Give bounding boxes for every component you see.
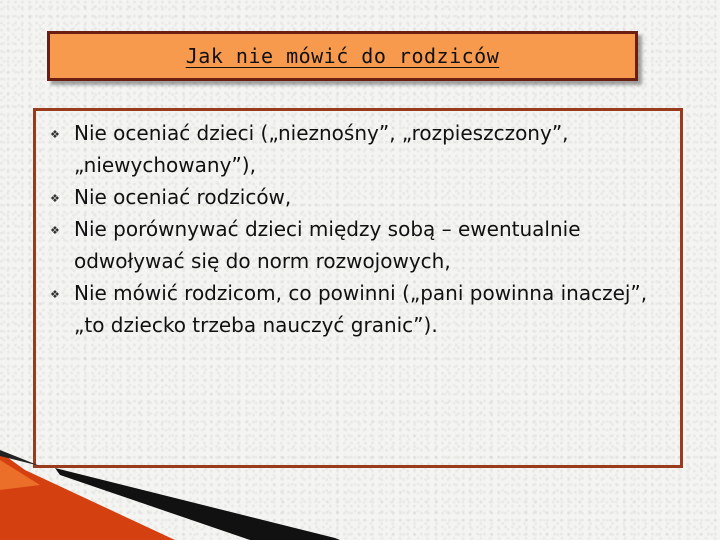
title-box	[47, 31, 638, 81]
bullet-item	[48, 277, 668, 341]
bullet-icon: ❖	[50, 288, 60, 301]
bullet-icon: ❖	[50, 224, 60, 237]
bullet-item	[48, 213, 668, 277]
bullet-text: Nie oceniać rodziców,	[74, 185, 292, 209]
bullet-item	[48, 117, 668, 181]
bullet-list	[48, 117, 668, 341]
bullet-item	[48, 181, 668, 213]
bullet-text: Nie porównywać dzieci między sobą – ewentualnie odwoływać się do norm rozwojowych,	[74, 217, 581, 273]
bullet-icon: ❖	[50, 192, 60, 205]
slide-title: Jak nie mówić do rodziców	[185, 44, 500, 68]
bullet-text: Nie mówić rodzicom, co powinni („pani powinna inaczej”, „to dziecko trzeba nauczyć granic”).	[74, 281, 648, 337]
corner-swoosh-decoration	[0, 450, 340, 540]
bullet-text: Nie oceniać dzieci („nieznośny”, „rozpieszczony”, „niewychowany”),	[74, 121, 569, 177]
bullet-icon: ❖	[50, 128, 60, 141]
